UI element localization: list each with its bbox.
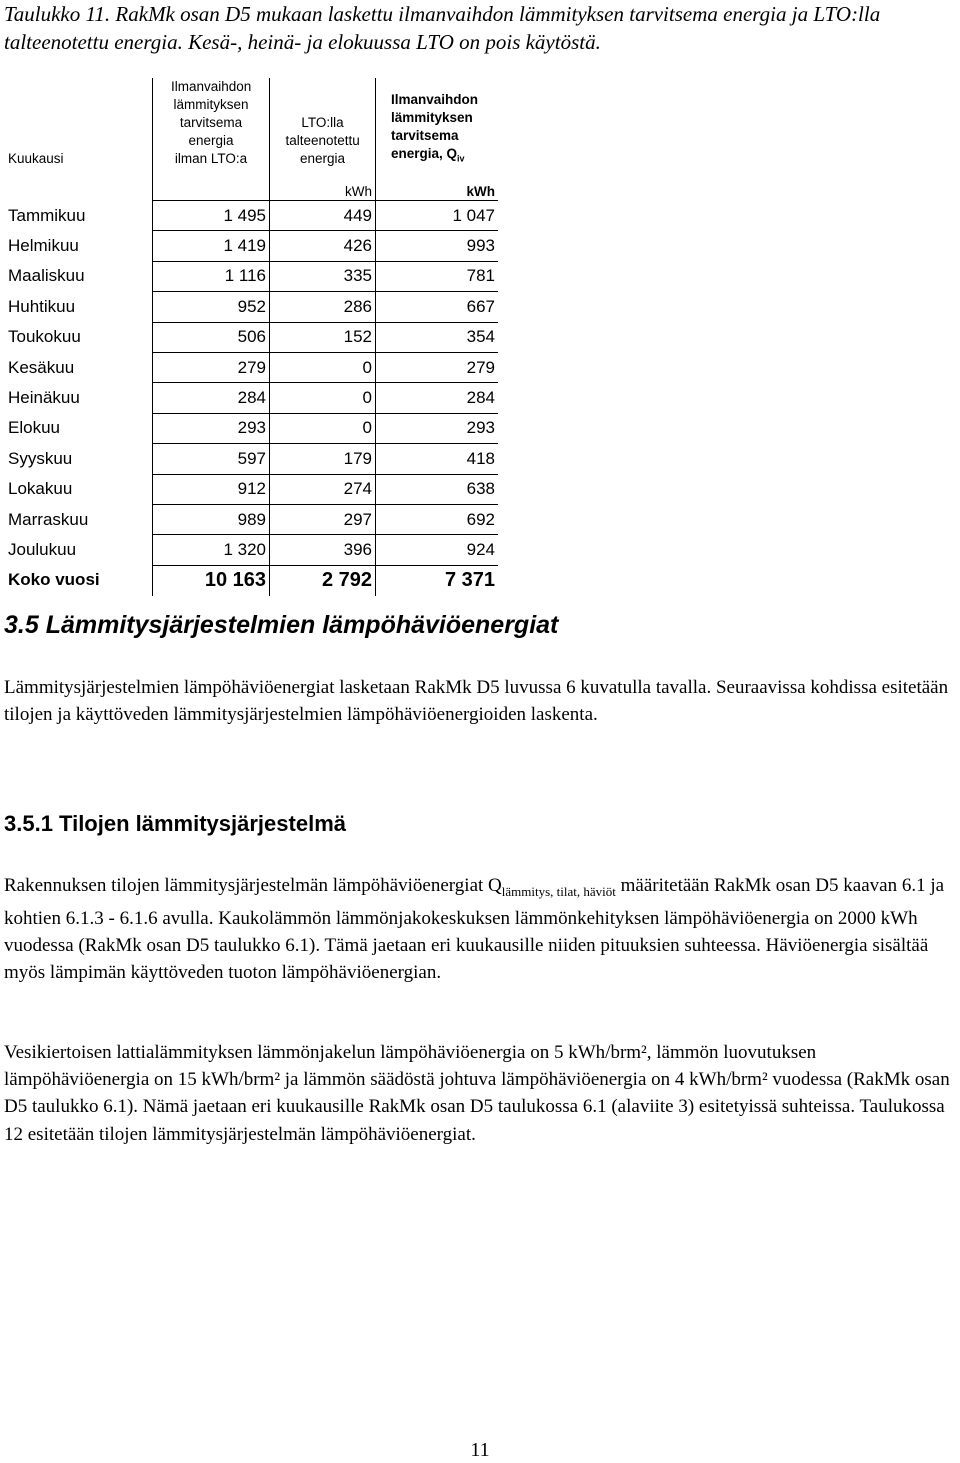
cell-recovered: 152 (270, 322, 376, 352)
cell-without-lto: 1 320 (153, 535, 270, 565)
header-required-text: Ilmanvaihdon lämmityksen tarvitsema energia, Q (391, 92, 479, 162)
cell-month: Tammikuu (8, 205, 86, 225)
cell-without-lto: 912 (153, 474, 270, 504)
cell-without-lto: 284 (153, 383, 270, 413)
header-without-lto-text: Ilmanvaihdon lämmityksen tarvitsema energia ilman LTO:a (171, 79, 252, 166)
cell-recovered: 0 (270, 383, 376, 413)
cell-recovered: 2 792 (270, 565, 376, 596)
cell-required: 418 (376, 444, 499, 474)
cell-month: Marraskuu (8, 509, 89, 529)
cell-required: 354 (376, 322, 499, 352)
cell-required: 993 (376, 231, 499, 261)
cell-required: 638 (376, 474, 499, 504)
table-row (0, 352, 498, 382)
cell-required: 293 (376, 413, 499, 443)
cell-without-lto: 952 (153, 292, 270, 322)
header-without-lto (153, 78, 270, 172)
subsection-paragraph-2: Vesikiertoisen lattialämmityksen lämmönjakelun lämpöhäviöenergia on 5 kWh/brm², lämmön luovutuksen lämpöhäviöenergia on 15 kWh/brm² ja lämmön säädöstä johtuva lämpöhäviöenergia on 4 kWh/brm² vuodessa (RakMk osan D5 taulukko 6.1). Nämä jaetaan eri kuukausille RakMk osan D5 taulukossa 6.1 (alaviite 3) esitetyissä suhteissa. Taulukossa 12 esitetään tilojen lämmitysjärjestelmän lämpöhäviöenergiat. (4, 1042, 950, 1145)
cell-month: Koko vuosi (8, 570, 100, 590)
cell-month: Helmikuu (8, 236, 79, 256)
header-required-sub: iv (457, 154, 465, 164)
table-row (0, 383, 498, 413)
cell-month: Syyskuu (8, 448, 73, 468)
unit-required: kWh (376, 172, 499, 201)
table-row (0, 504, 498, 534)
cell-recovered: 0 (270, 352, 376, 382)
cell-without-lto: 506 (153, 322, 270, 352)
cell-recovered: 449 (270, 201, 376, 231)
table-row (0, 292, 498, 322)
section-paragraph: Lämmitysjärjestelmien lämpöhäviöenergiat lasketaan RakMk D5 luvussa 6 kuvatulla tavalla. Seuraavissa kohdissa esitetään tilojen ja käyttöveden lämmitysjärjestelmien lämpöhäviöenergioiden laskenta. (4, 677, 949, 726)
cell-without-lto: 1 116 (153, 261, 270, 291)
header-month: Kuukausi (8, 151, 64, 166)
cell-without-lto: 1 495 (153, 201, 270, 231)
units-row (0, 172, 498, 201)
cell-required: 781 (376, 261, 499, 291)
cell-recovered: 0 (270, 413, 376, 443)
cell-required: 924 (376, 535, 499, 565)
cell-month: Joulukuu (8, 539, 77, 559)
table-row (0, 201, 498, 231)
cell-required: 692 (376, 504, 499, 534)
unit-recovered: kWh (270, 172, 376, 201)
table-header-row (0, 78, 498, 172)
cell-month: Lokakuu (8, 479, 73, 499)
cell-month: Toukokuu (8, 327, 81, 347)
table-row (0, 261, 498, 291)
sub-para1-after: määritetään RakMk osan D5 kaavan 6.1 ja kohtien 6.1.3 - 6.1.6 avulla. Kaukolämmön lämmönjakokeskuksen lämmönkehityksen lämpöhäviöenergia on 2000 kWh vuodessa (RakMk osan D5 taulukko 6.1). Tämä jaetaan eri kuukausille niiden pituuksien suhteessa. Häviöenergia sisältää myös lämpimän käyttöveden tuoton lämpöhäviöenergian. (4, 875, 945, 984)
cell-without-lto: 1 419 (153, 231, 270, 261)
table-row (0, 535, 498, 565)
cell-month: Maaliskuu (8, 266, 85, 286)
table-row (0, 474, 498, 504)
cell-recovered: 297 (270, 504, 376, 534)
cell-required: 1 047 (376, 201, 499, 231)
cell-recovered: 179 (270, 444, 376, 474)
table-row (0, 444, 498, 474)
cell-required: 279 (376, 352, 499, 382)
cell-required: 667 (376, 292, 499, 322)
cell-recovered: 286 (270, 292, 376, 322)
cell-without-lto: 279 (153, 352, 270, 382)
energy-table (0, 78, 498, 596)
header-required-wrap (391, 91, 483, 168)
subsection-paragraph-1 (4, 872, 954, 987)
cell-recovered: 426 (270, 231, 376, 261)
units-empty-2 (153, 172, 270, 201)
header-recovered (270, 78, 376, 172)
cell-without-lto: 10 163 (153, 565, 270, 596)
cell-required: 284 (376, 383, 499, 413)
cell-month: Heinäkuu (8, 388, 80, 408)
cell-without-lto: 989 (153, 504, 270, 534)
sub-para1-subscript: lämmitys, tilat, häviöt (501, 883, 616, 899)
cell-recovered: 335 (270, 261, 376, 291)
header-required (376, 78, 499, 172)
subsection-heading: 3.5.1 Tilojen lämmitysjärjestelmä (4, 811, 346, 836)
cell-without-lto: 597 (153, 444, 270, 474)
cell-month: Huhtikuu (8, 296, 76, 316)
units-empty (0, 172, 153, 201)
page-number: 11 (470, 1439, 490, 1461)
table-row (0, 322, 498, 352)
sub-para1-before: Rakennuksen tilojen lämmitysjärjestelmän lämpöhäviöenergiat Q (4, 875, 502, 896)
cell-month: Kesäkuu (8, 357, 75, 377)
table-total-row (0, 565, 498, 596)
cell-without-lto: 293 (153, 413, 270, 443)
table-caption: Taulukko 11. RakMk osan D5 mukaan laskettu ilmanvaihdon lämmityksen tarvitsema energia ja LTO:lla talteenotettu energia. Kesä-, heinä- ja elokuussa LTO on pois käytöstä. (4, 2, 881, 54)
cell-recovered: 274 (270, 474, 376, 504)
section-heading: 3.5 Lämmitysjärjestelmien lämpöhäviöenergiat (4, 611, 559, 639)
header-recovered-text: LTO:lla talteenotettu energia (285, 115, 360, 166)
cell-required: 7 371 (376, 565, 499, 596)
cell-recovered: 396 (270, 535, 376, 565)
table-row (0, 413, 498, 443)
table-row (0, 231, 498, 261)
cell-month: Elokuu (8, 418, 60, 438)
